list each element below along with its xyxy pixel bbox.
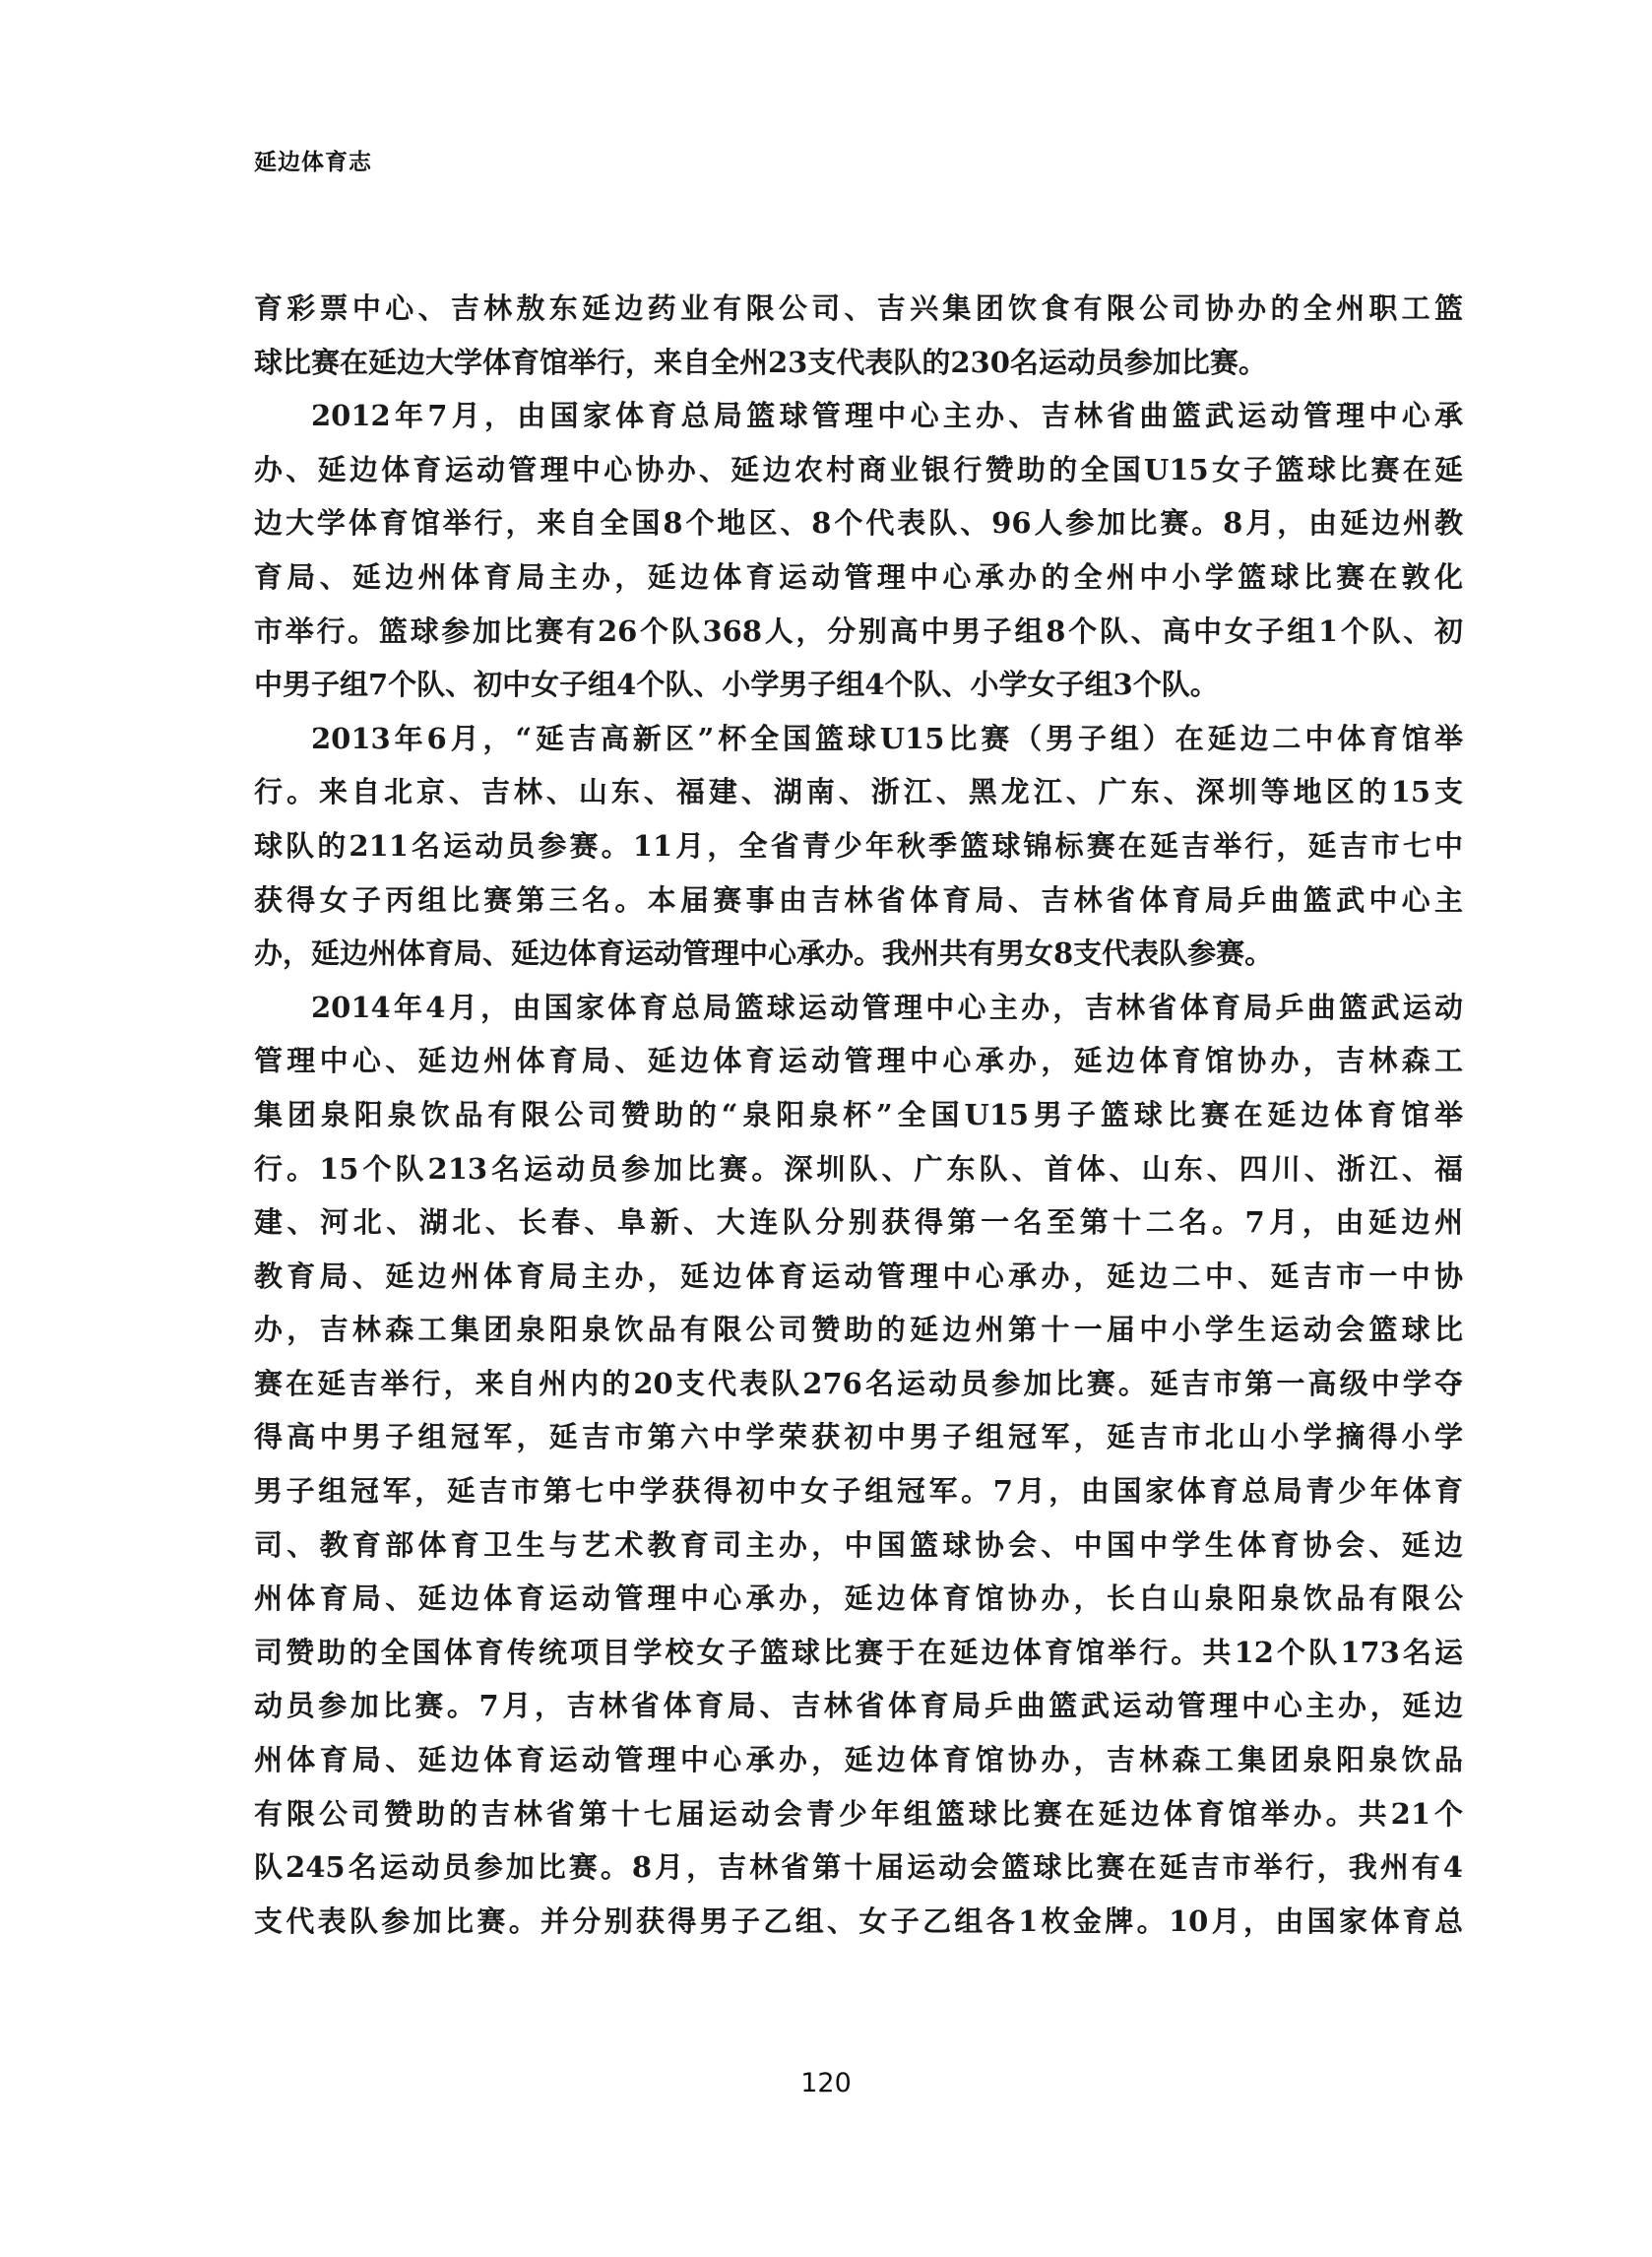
text-line: 有限公司赞助的吉林省第十七届运动会青少年组篮球比赛在延边体育馆举办。共21个 xyxy=(254,1796,1463,1831)
text-line: 2014年4月，由国家体育总局篮球运动管理中心主办，吉林省体育局乒曲篮武运动 xyxy=(311,990,1463,1024)
text-line: 边大学体育馆举行，来自全国8个地区、8个代表队、96人参加比赛。8月，由延边州教 xyxy=(254,506,1463,541)
text-line: 市举行。篮球参加比赛有26个队368人，分别高中男子组8个队、高中女子组1个队、初 xyxy=(254,613,1463,648)
text-line: 办、延边体育运动管理中心协办、延边农村商业银行赞助的全国U15女子篮球比赛在延 xyxy=(254,452,1463,486)
text-line: 男子组冠军，延吉市第七中学获得初中女子组冠军。7月，由国家体育总局青少年体育 xyxy=(254,1474,1463,1509)
text-line: 球队的211名运动员参赛。11月，全省青少年秋季篮球锦标赛在延吉举行，延吉市七中 xyxy=(254,828,1463,863)
text-line: 教育局、延边州体育局主办，延边体育运动管理中心承办，延边二中、延吉市一中协 xyxy=(254,1258,1463,1293)
text-line: 队245名运动员参加比赛。8月，吉林省第十届运动会篮球比赛在延吉市举行，我州有4 xyxy=(254,1850,1463,1885)
text-line: 2012年7月，由国家体育总局篮球管理中心主办、吉林省曲篮武运动管理中心承 xyxy=(311,399,1463,433)
text-line: 获得女子丙组比赛第三名。本届赛事由吉林省体育局、吉林省体育局乒曲篮武中心主 xyxy=(254,882,1463,917)
text-line: 育局、延边州体育局主办，延边体育运动管理中心承办的全州中小学篮球比赛在敦化 xyxy=(254,559,1463,594)
text-line: 赛在延吉举行，来自州内的20支代表队276名运动员参加比赛。延吉市第一高级中学夺 xyxy=(254,1366,1463,1400)
text-line: 支代表队参加比赛。并分别获得男子乙组、女子乙组各1枚金牌。10月，由国家体育总 xyxy=(254,1903,1463,1938)
text-line: 建、河北、湖北、长春、阜新、大连队分别获得第一名至第十二名。7月，由延边州 xyxy=(254,1205,1463,1240)
text-line: 司赞助的全国体育传统项目学校女子篮球比赛于在延边体育馆举行。共12个队173名运 xyxy=(254,1635,1463,1669)
text-line: 得高中男子组冠军，延吉市第六中学荣获初中男子组冠军，延吉市北山小学摘得小学 xyxy=(254,1420,1463,1454)
text-line: 行。来自北京、吉林、山东、福建、湖南、浙江、黑龙江、广东、深圳等地区的15支 xyxy=(254,775,1463,809)
text-line: 行。15个队213名运动员参加比赛。深圳队、广东队、首体、山东、四川、浙江、福 xyxy=(254,1151,1463,1186)
page-number: 120 xyxy=(800,2068,852,2098)
text-line: 司、教育部体育卫生与艺术教育司主办，中国篮球协会、中国中学生体育协会、延边 xyxy=(254,1527,1463,1562)
text-line: 育彩票中心、吉林敖东延边药业有限公司、吉兴集团饮食有限公司协办的全州职工篮 xyxy=(254,291,1463,325)
body-text xyxy=(254,282,1463,1948)
text-line: 管理中心、延边州体育局、延边体育运动管理中心承办，延边体育馆协办，吉林森工 xyxy=(254,1044,1463,1078)
text-line: 州体育局、延边体育运动管理中心承办，延边体育馆协办，长白山泉阳泉饮品有限公 xyxy=(254,1581,1463,1616)
text-line: 中男子组7个队、初中女子组4个队、小学男子组4个队、小学女子组3个队。 xyxy=(254,668,1219,702)
text-line: 集团泉阳泉饮品有限公司赞助的“泉阳泉杯”全国U15男子篮球比赛在延边体育馆举 xyxy=(254,1097,1463,1131)
text-line: 动员参加比赛。7月，吉林省体育局、吉林省体育局乒曲篮武运动管理中心主办，延边 xyxy=(254,1689,1463,1723)
text-line: 办，延边州体育局、延边体育运动管理中心承办。我州共有男女8支代表队参赛。 xyxy=(254,936,1274,971)
text-line: 2013年6月，“延吉高新区”杯全国篮球U15比赛（男子组）在延边二中体育馆举 xyxy=(311,721,1463,755)
text-line: 州体育局、延边体育运动管理中心承办，延边体育馆协办，吉林森工集团泉阳泉饮品 xyxy=(254,1743,1463,1777)
text-line: 球比赛在延边大学体育馆举行，来自全州23支代表队的230名运动员参加比赛。 xyxy=(254,345,1267,379)
running-header-title: 延边体育志 xyxy=(254,150,372,175)
text-line: 办，吉林森工集团泉阳泉饮品有限公司赞助的延边州第十一届中小学生运动会篮球比 xyxy=(254,1313,1463,1347)
